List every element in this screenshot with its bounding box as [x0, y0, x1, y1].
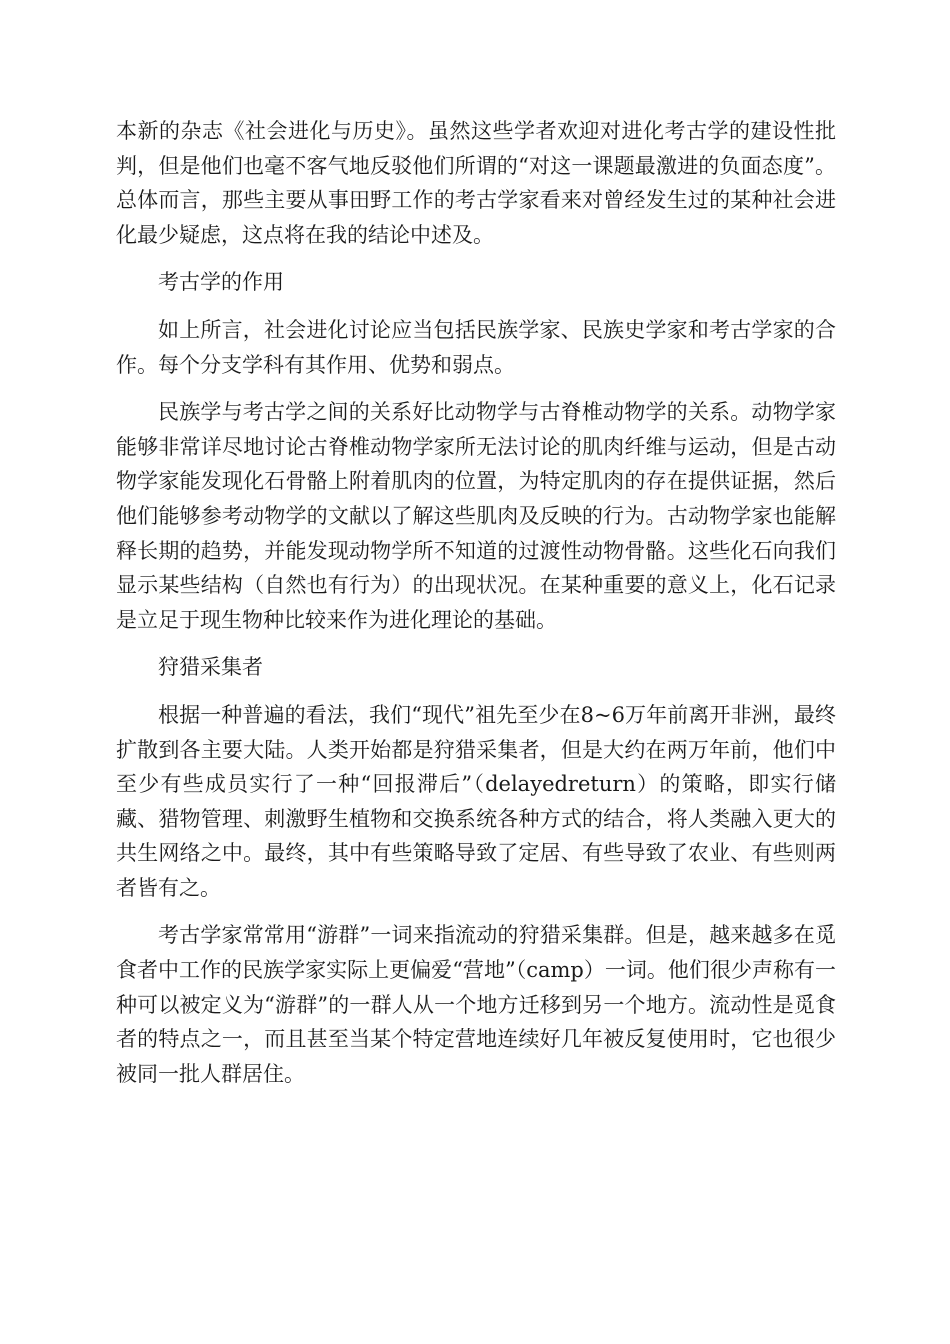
paragraph-continued: 本新的杂志《社会进化与历史》。虽然这些学者欢迎对进化考古学的建设性批判，但是他们也毫不客气地反驳他们所谓的“对这一课题最激进的负面态度”。总体而言，那些主要从事田野工作的考古学家看来对曾经发生过的某种社会进化最少疑虑，这点将在我的结论中述及。	[116, 119, 836, 247]
section-heading-archaeology-role: 考古学的作用	[158, 270, 284, 295]
paragraph: 民族学与考古学之间的关系好比动物学与古脊椎动物学的关系。动物学家能够非常详尽地讨论古脊椎动物学家所无法讨论的肌肉纤维与运动，但是古动物学家能发现化石骨骼上附着肌肉的位置，为特定肌肉的存在提供证据，然后他们能够参考动物学的文献以了解这些肌肉及反映的行为。古动物学家也能解释长期的趋势，并能发现动物学所不知道的过渡性动物骨骼。这些化石向我们显示某些结构（自然也有行为）的出现状况。在某种重要的意义上，化石记录是立足于现生物种比较来作为进化理论的基础。	[116, 400, 836, 632]
paragraph: 如上所言，社会进化讨论应当包括民族学家、民族史学家和考古学家的合作。每个分支学科有其作用、优势和弱点。	[116, 317, 836, 377]
paragraph: 根据一种普遍的看法，我们“现代”祖先至少在8~6万年前离开非洲，最终扩散到各主要大陆。人类开始都是狩猎采集者，但是大约在两万年前，他们中至少有些成员实行了一种“回报滞后”（delayedreturn）的策略，即实行储藏、猎物管理、刺激野生植物和交换系统各种方式的结合，将人类融入更大的共生网络之中。最终，其中有些策略导致了定居、有些导致了农业、有些则两者皆有之。	[116, 702, 836, 900]
section-heading-hunter-gatherers: 狩猎采集者	[158, 655, 263, 680]
paragraph: 考古学家常常用“游群”一词来指流动的狩猎采集群。但是，越来越多在觅食者中工作的民族学家实际上更偏爱“营地”（camp）一词。他们很少声称有一种可以被定义为“游群”的一群人从一个地方迁移到另一个地方。流动性是觅食者的特点之一，而且甚至当某个特定营地连续好几年被反复使用时，它也很少被同一批人群居住。	[116, 923, 836, 1086]
document-body	[116, 114, 836, 1104]
